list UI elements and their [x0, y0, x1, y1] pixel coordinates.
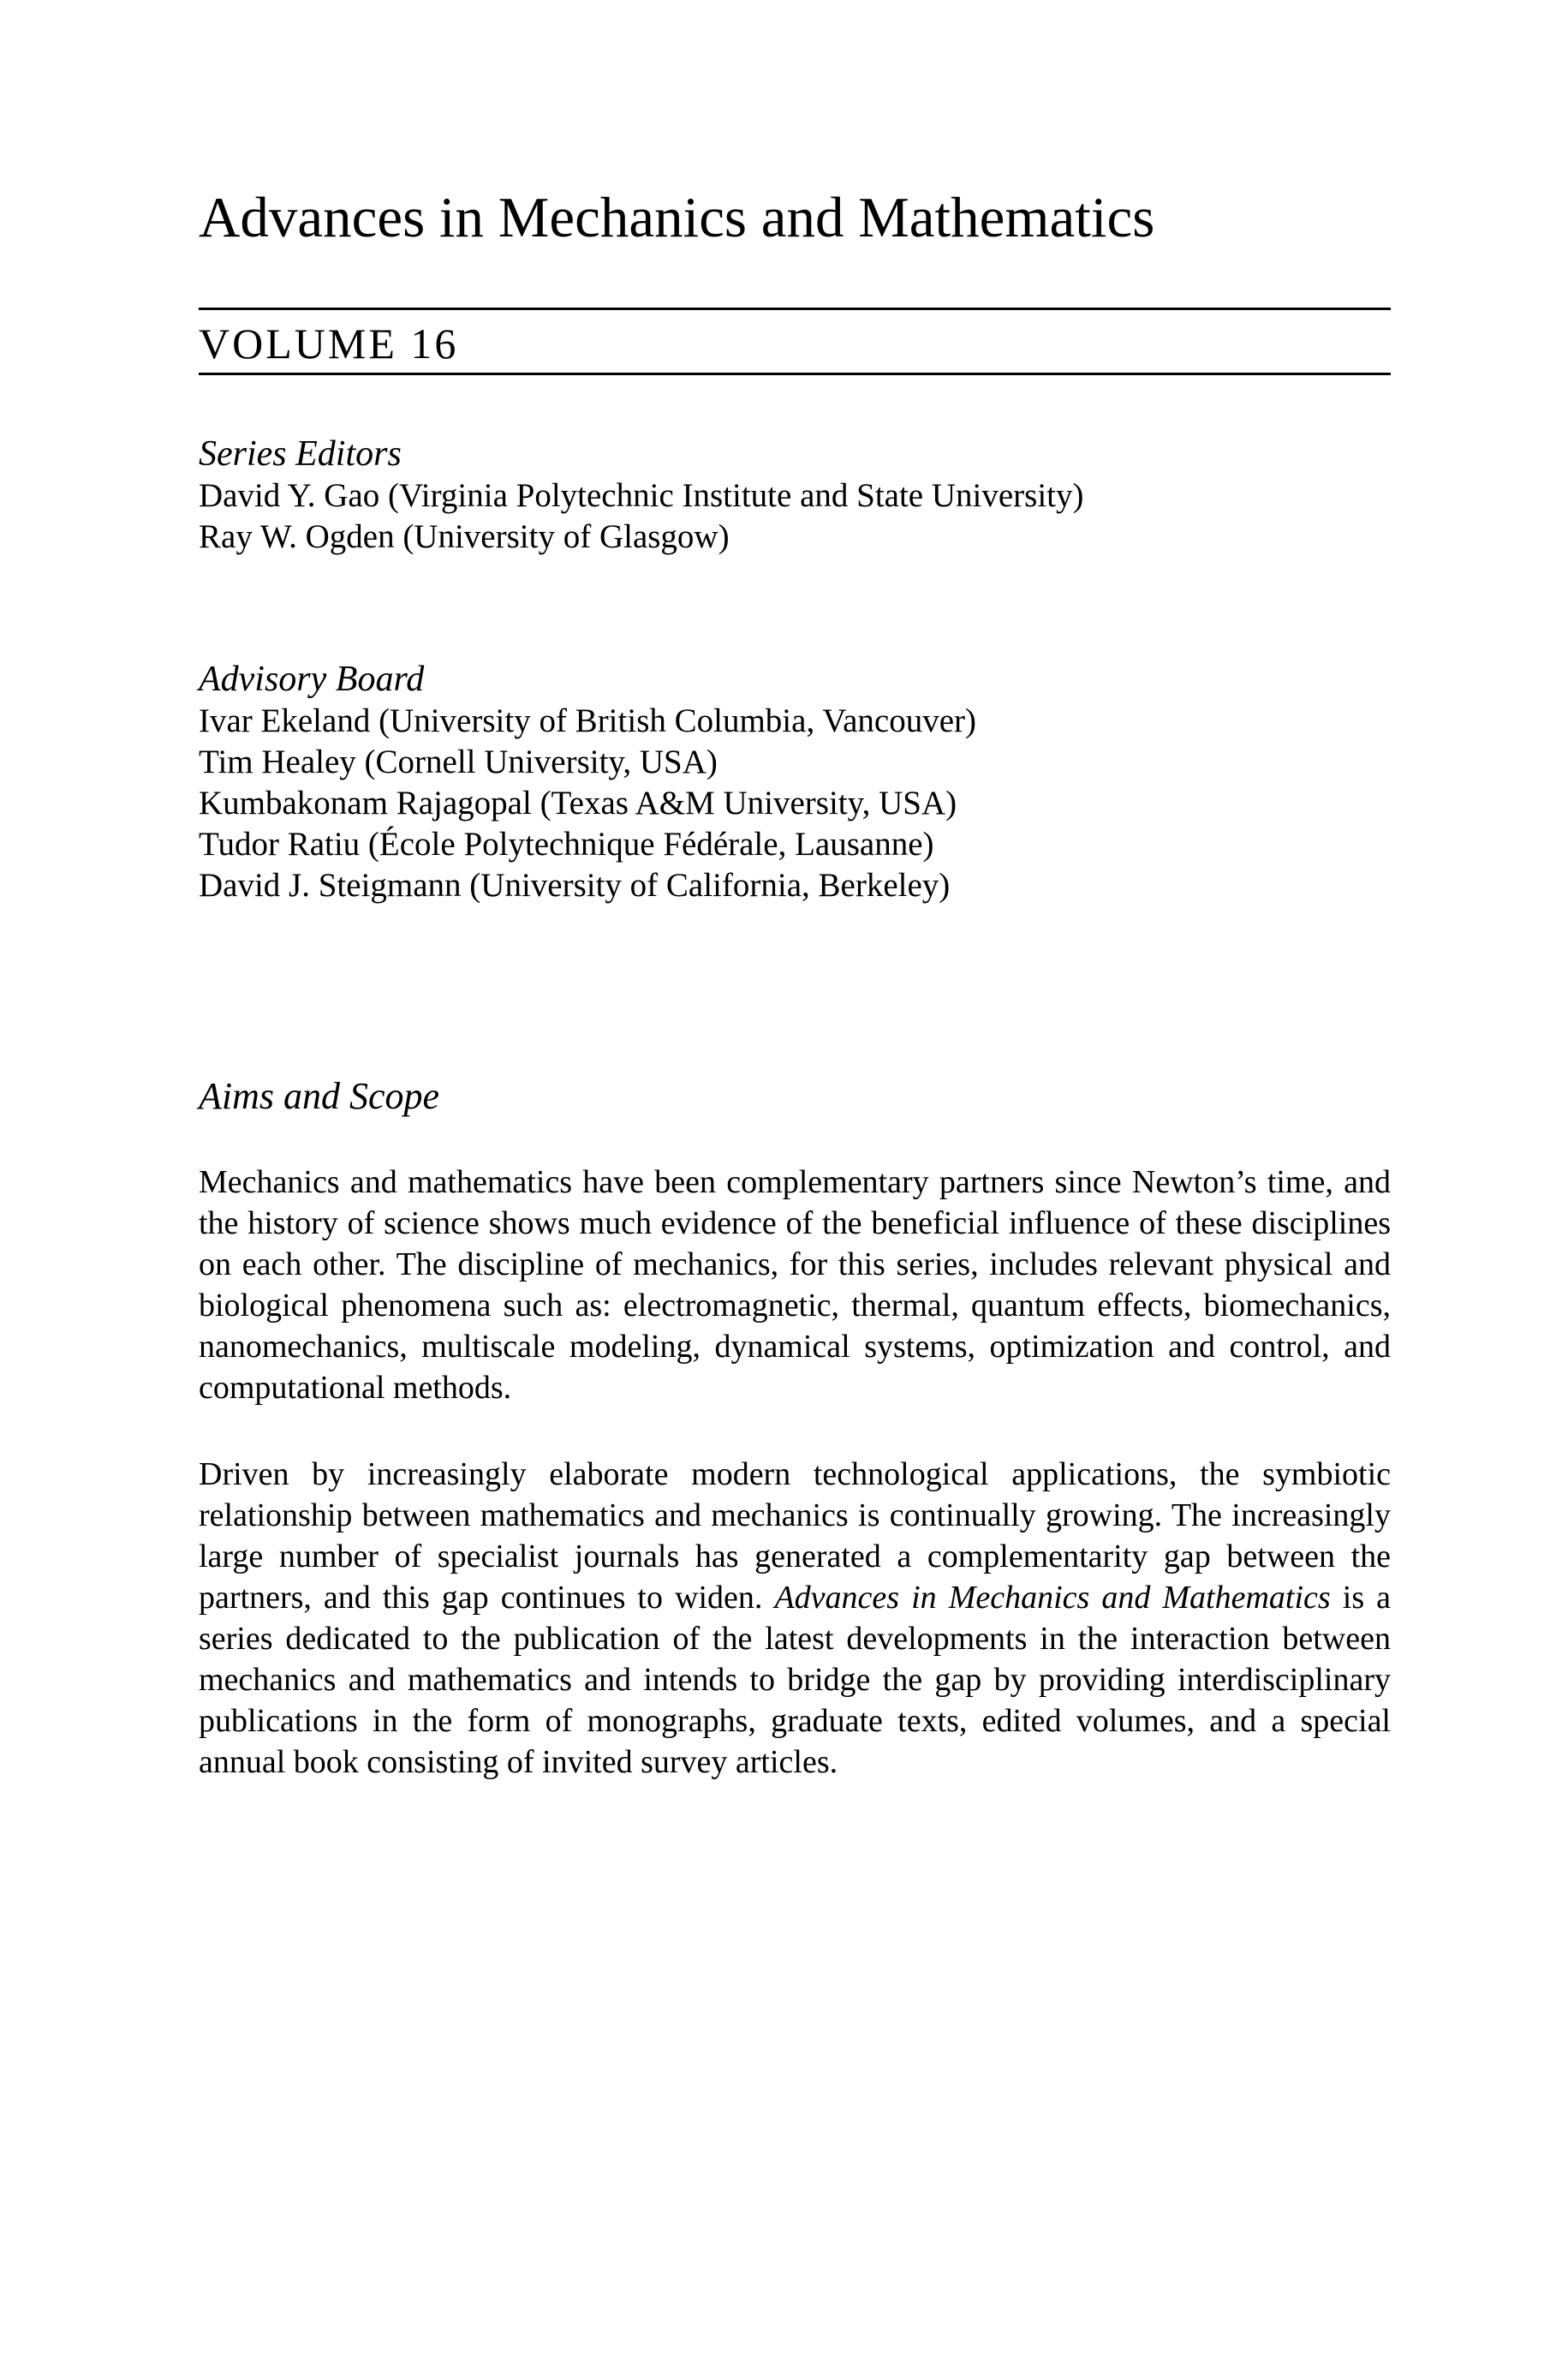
volume-label: VOLUME 16 [199, 320, 459, 367]
series-editors-heading: Series Editors [199, 434, 402, 474]
advisory-board-section [199, 658, 1391, 906]
advisory-board-heading: Advisory Board [199, 660, 425, 699]
volume-top-rule [199, 308, 1391, 310]
series-editor-item: Ray W. Ogden (University of Glasgow) [199, 518, 730, 555]
aims-paragraph-2 [199, 1454, 1391, 1783]
series-title: Advances in Mechanics and Mathematics [199, 186, 1155, 249]
series-editor-item: David Y. Gao (Virginia Polytechnic Institute and State University) [199, 477, 1084, 514]
aims-paragraph-2-text-start: Driven by increasingly elaborate modern technological applications, the symbiotic relationship between mathematics and mechanics is continually growing. The increasingly large number of specialist journals has generated a complementarity gap between the partners, and this gap continues to widen. [199, 1456, 1391, 1616]
aims-and-scope-heading: Aims and Scope [199, 1075, 440, 1117]
aims-paragraph-1: Mechanics and mathematics have been complementary partners since Newton’s time, and the history of science shows much evidence of the beneficial influence of these disciplines on each other. The discipline of mechanics, for this series, includes relevant physical and biological phenomena such as: electromagnetic, thermal, quantum effects, biomechanics, nanomechanics, multiscale modeling, dynamical systems, optimization and control, and computational methods. [199, 1164, 1391, 1406]
series-editors-section [199, 433, 1391, 558]
series-name-italic: Advances in Mechanics and Mathematics [774, 1580, 1331, 1616]
aims-paragraph-2-text-end: is a series dedicated to the publication of the latest developments in the interaction between mechanics and mathematics and intends to bridge the gap by providing interdisciplinary publications in the form of monographs, graduate texts, edited volumes, and a special annual book consisting of invited survey articles. [199, 1580, 1392, 1780]
advisory-board-member: Tim Healey (Cornell University, USA) [199, 744, 718, 780]
advisory-board-member: Tudor Ratiu (École Polytechnique Fédérale, Lausanne) [199, 826, 934, 863]
advisory-board-member: Kumbakonam Rajagopal (Texas A&M University, USA) [199, 785, 957, 822]
advisory-board-member: David J. Steigmann (University of California, Berkeley) [199, 867, 951, 904]
advisory-board-member: Ivar Ekeland (University of British Columbia, Vancouver) [199, 702, 976, 739]
volume-bottom-rule [199, 373, 1391, 375]
